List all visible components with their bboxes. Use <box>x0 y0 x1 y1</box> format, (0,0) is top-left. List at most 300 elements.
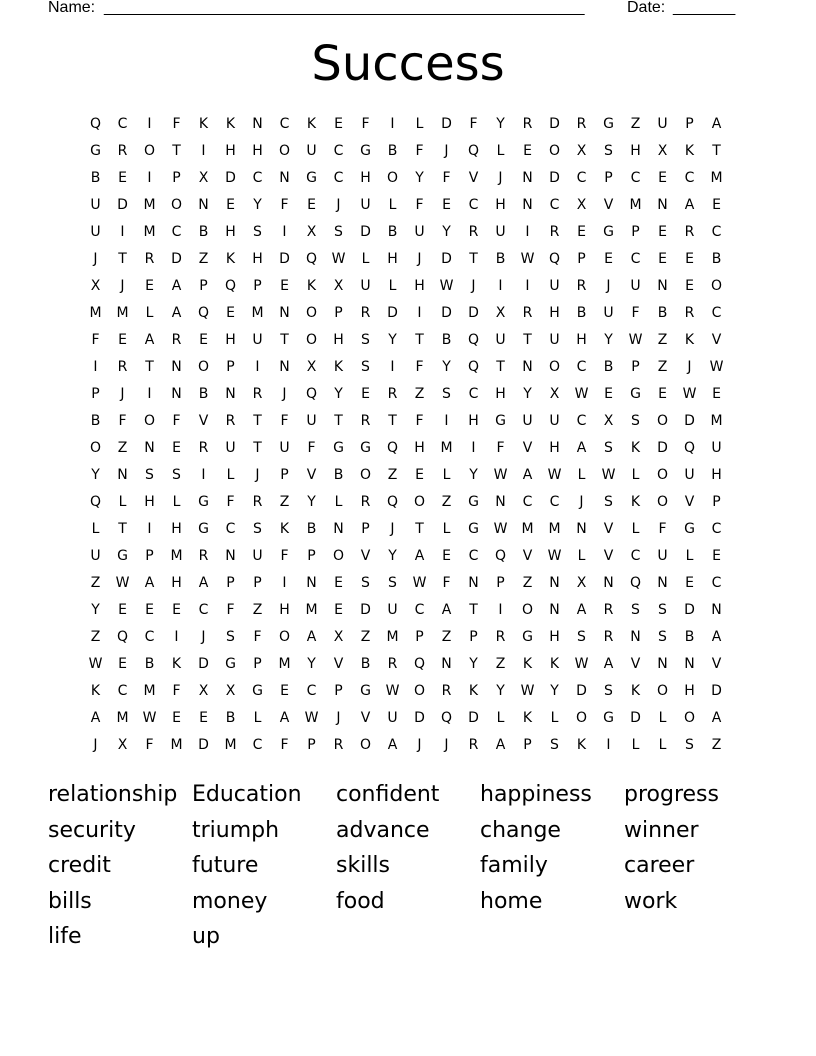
grid-letter: U <box>630 278 641 294</box>
grid-letter: G <box>198 494 209 510</box>
grid-letter: L <box>658 710 667 726</box>
grid-letter: W <box>88 656 103 672</box>
grid-letter: Z <box>252 602 263 618</box>
grid-letter: A <box>90 710 101 726</box>
grid-letter: F <box>631 305 640 321</box>
grid-letter: J <box>336 710 341 726</box>
grid-letter: U <box>387 710 398 726</box>
grid-letter: K <box>90 683 101 699</box>
grid-letter: H <box>711 467 722 483</box>
grid-letter: Q <box>89 116 102 132</box>
word-list-item: home <box>480 888 543 914</box>
grid-letter: M <box>386 629 399 645</box>
grid-letter: T <box>469 251 478 267</box>
grid-letter: R <box>333 737 344 753</box>
grid-letter: J <box>201 629 206 645</box>
grid-letter: F <box>226 494 235 510</box>
grid-letter: Y <box>550 683 559 699</box>
grid-letter: T <box>253 440 262 456</box>
grid-row <box>82 705 734 732</box>
grid-letter: B <box>387 143 398 159</box>
grid-letter: W <box>547 467 562 483</box>
grid-letter: R <box>360 413 371 429</box>
grid-letter: E <box>172 710 181 726</box>
grid-letter: G <box>468 494 479 510</box>
grid-letter: W <box>574 656 589 672</box>
grid-letter: M <box>251 305 264 321</box>
grid-letter: B <box>387 224 398 240</box>
grid-letter: N <box>549 575 560 591</box>
grid-letter: T <box>118 251 127 267</box>
grid-letter: H <box>387 251 398 267</box>
grid-letter: H <box>414 278 425 294</box>
grid-letter: I <box>255 359 260 375</box>
grid-letter: I <box>147 521 152 537</box>
grid-letter: B <box>495 251 506 267</box>
grid-letter: Z <box>279 494 290 510</box>
grid-letter: K <box>684 332 695 348</box>
grid-letter: S <box>442 386 451 402</box>
grid-letter: R <box>387 656 398 672</box>
grid-letter: Y <box>334 386 343 402</box>
grid-letter: R <box>522 116 533 132</box>
grid-letter: F <box>658 521 667 537</box>
word-list-item: career <box>624 853 695 878</box>
grid-row <box>82 408 734 435</box>
grid-letter: N <box>522 359 533 375</box>
grid-row <box>82 354 734 381</box>
grid-row <box>82 462 734 489</box>
grid-letter: Q <box>467 332 480 348</box>
grid-letter: D <box>576 683 587 699</box>
grid-letter: H <box>171 575 182 591</box>
grid-letter: C <box>711 521 722 537</box>
grid-letter: V <box>603 521 614 537</box>
grid-letter: G <box>90 143 101 159</box>
grid-letter: Y <box>307 494 316 510</box>
grid-letter: L <box>253 710 262 726</box>
grid-letter: N <box>441 656 452 672</box>
grid-letter: V <box>306 467 317 483</box>
word-list-item: winner <box>624 817 699 843</box>
grid-letter: O <box>143 413 156 429</box>
grid-letter: C <box>576 170 587 186</box>
grid-letter: G <box>252 683 263 699</box>
grid-letter: O <box>656 494 669 510</box>
grid-letter: O <box>359 737 372 753</box>
grid-letter: E <box>442 548 451 564</box>
grid-letter: J <box>498 170 503 186</box>
grid-letter: E <box>658 386 667 402</box>
grid-letter: B <box>657 305 668 321</box>
grid-letter: Z <box>387 467 398 483</box>
grid-letter: G <box>684 521 695 537</box>
grid-letter: G <box>198 521 209 537</box>
grid-letter: G <box>603 710 614 726</box>
grid-letter: Z <box>522 575 533 591</box>
grid-letter: F <box>307 440 316 456</box>
grid-letter: I <box>498 278 503 294</box>
grid-letter: M <box>521 521 534 537</box>
grid-letter: H <box>171 521 182 537</box>
grid-letter: E <box>415 467 424 483</box>
grid-row <box>82 381 734 408</box>
grid-letter: B <box>441 332 452 348</box>
grid-letter: E <box>226 305 235 321</box>
grid-letter: C <box>684 170 695 186</box>
grid-letter: S <box>604 440 613 456</box>
grid-letter: E <box>226 197 235 213</box>
grid-letter: U <box>90 224 101 240</box>
grid-letter: I <box>282 224 287 240</box>
word-list-item: work <box>624 888 678 914</box>
grid-row <box>82 570 734 597</box>
word-list-item: confident <box>336 782 440 807</box>
grid-letter: O <box>413 494 426 510</box>
grid-letter: N <box>171 359 182 375</box>
grid-letter: I <box>390 116 395 132</box>
grid-letter: W <box>115 575 130 591</box>
grid-letter: O <box>521 602 534 618</box>
grid-letter: W <box>628 332 643 348</box>
grid-letter: S <box>550 737 559 753</box>
grid-letter: E <box>658 251 667 267</box>
grid-letter: O <box>332 548 345 564</box>
grid-letter: N <box>657 575 668 591</box>
word-list-item: happiness <box>480 782 592 807</box>
grid-letter: P <box>280 467 289 483</box>
grid-letter: O <box>278 629 291 645</box>
grid-letter: A <box>495 737 506 753</box>
grid-letter: A <box>576 440 587 456</box>
grid-letter: I <box>120 224 125 240</box>
grid-letter: R <box>576 278 587 294</box>
grid-letter: R <box>468 224 479 240</box>
grid-letter: W <box>520 683 535 699</box>
grid-letter: B <box>225 710 236 726</box>
grid-letter: J <box>282 386 287 402</box>
grid-letter: P <box>307 737 316 753</box>
grid-letter: U <box>495 224 506 240</box>
grid-letter: S <box>253 521 262 537</box>
grid-letter: L <box>91 521 100 537</box>
grid-letter: N <box>576 521 587 537</box>
grid-letter: Y <box>91 467 100 483</box>
grid-letter: W <box>304 710 319 726</box>
grid-row <box>82 273 734 300</box>
grid-letter: N <box>279 359 290 375</box>
grid-letter: G <box>360 143 371 159</box>
grid-letter: C <box>279 116 290 132</box>
grid-letter: F <box>442 170 451 186</box>
grid-letter: U <box>549 332 560 348</box>
grid-letter: L <box>631 737 640 753</box>
grid-letter: S <box>604 683 613 699</box>
grid-letter: K <box>279 521 290 537</box>
grid-letter: H <box>225 143 236 159</box>
grid-letter: F <box>145 737 154 753</box>
grid-letter: A <box>387 737 398 753</box>
grid-letter: M <box>143 683 156 699</box>
grid-letter: M <box>170 548 183 564</box>
grid-letter: H <box>549 305 560 321</box>
grid-letter: P <box>712 494 721 510</box>
grid-letter: C <box>468 386 479 402</box>
word-list-item: Education <box>192 782 302 807</box>
grid-letter: R <box>549 224 560 240</box>
grid-letter: Z <box>711 737 722 753</box>
grid-letter: Z <box>657 359 668 375</box>
grid-row <box>82 165 734 192</box>
grid-letter: J <box>471 278 476 294</box>
grid-letter: R <box>387 386 398 402</box>
grid-letter: E <box>334 602 343 618</box>
grid-letter: Q <box>629 575 642 591</box>
grid-letter: B <box>198 224 209 240</box>
grid-letter: R <box>495 629 506 645</box>
grid-letter: F <box>415 413 424 429</box>
grid-letter: Z <box>360 629 371 645</box>
grid-letter: Q <box>89 494 102 510</box>
grid-letter: A <box>198 575 209 591</box>
grid-letter: R <box>360 305 371 321</box>
grid-letter: C <box>144 629 155 645</box>
grid-letter: C <box>198 602 209 618</box>
grid-letter: O <box>548 359 561 375</box>
grid-letter: V <box>360 548 371 564</box>
grid-letter: S <box>172 467 181 483</box>
grid-letter: A <box>711 710 722 726</box>
grid-letter: U <box>657 548 668 564</box>
grid-letter: L <box>118 494 127 510</box>
grid-letter: E <box>199 332 208 348</box>
grid-letter: J <box>93 737 98 753</box>
grid-letter: M <box>440 440 453 456</box>
date-label: Date: <box>627 0 666 16</box>
grid-row <box>82 651 734 678</box>
grid-letter: F <box>496 440 505 456</box>
grid-letter: K <box>522 710 533 726</box>
grid-letter: V <box>198 413 209 429</box>
grid-letter: N <box>225 548 236 564</box>
grid-letter: A <box>279 710 290 726</box>
grid-letter: T <box>523 332 532 348</box>
grid-letter: O <box>89 440 102 456</box>
grid-letter: F <box>415 197 424 213</box>
grid-letter: C <box>117 116 128 132</box>
grid-letter: Q <box>467 143 480 159</box>
grid-letter: T <box>172 143 181 159</box>
grid-letter: L <box>415 116 424 132</box>
grid-letter: W <box>574 386 589 402</box>
grid-letter: X <box>657 143 668 159</box>
grid-letter: F <box>280 197 289 213</box>
grid-letter: T <box>415 521 424 537</box>
grid-letter: I <box>390 359 395 375</box>
grid-row <box>82 435 734 462</box>
grid-letter: D <box>549 116 560 132</box>
grid-letter: U <box>495 332 506 348</box>
grid-letter: U <box>522 413 533 429</box>
grid-letter: C <box>549 494 560 510</box>
grid-letter: R <box>522 305 533 321</box>
grid-letter: V <box>630 656 641 672</box>
word-list-item: security <box>48 817 136 843</box>
grid-letter: W <box>331 251 346 267</box>
grid-letter: L <box>172 494 181 510</box>
grid-letter: S <box>631 602 640 618</box>
grid-letter: C <box>468 197 479 213</box>
grid-letter: C <box>630 170 641 186</box>
grid-letter: N <box>522 170 533 186</box>
grid-letter: E <box>172 440 181 456</box>
grid-letter: U <box>306 143 317 159</box>
grid-letter: N <box>657 197 668 213</box>
grid-letter: F <box>415 359 424 375</box>
grid-letter: R <box>468 737 479 753</box>
grid-row <box>82 597 734 624</box>
grid-letter: S <box>388 575 397 591</box>
grid-letter: X <box>333 278 344 294</box>
grid-letter: K <box>225 251 236 267</box>
grid-row <box>82 732 734 759</box>
grid-letter: V <box>711 656 722 672</box>
grid-letter: C <box>117 683 128 699</box>
word-list-item: advance <box>336 817 430 843</box>
grid-letter: P <box>604 170 613 186</box>
grid-letter: O <box>143 143 156 159</box>
grid-letter: Q <box>224 278 237 294</box>
grid-letter: U <box>657 116 668 132</box>
grid-letter: V <box>684 494 695 510</box>
grid-letter: U <box>684 467 695 483</box>
grid-letter: L <box>388 278 397 294</box>
grid-letter: G <box>360 683 371 699</box>
grid-letter: I <box>498 602 503 618</box>
grid-letter: T <box>118 521 127 537</box>
grid-row <box>82 624 734 651</box>
grid-letter: H <box>576 332 587 348</box>
grid-letter: Q <box>197 305 210 321</box>
grid-letter: J <box>336 197 341 213</box>
grid-letter: K <box>198 116 209 132</box>
grid-letter: B <box>360 656 371 672</box>
grid-letter: D <box>630 710 641 726</box>
header <box>48 0 748 18</box>
grid-letter: U <box>90 197 101 213</box>
grid-letter: W <box>709 359 724 375</box>
grid-letter: C <box>333 170 344 186</box>
grid-letter: E <box>172 602 181 618</box>
grid-letter: M <box>143 197 156 213</box>
grid-letter: G <box>306 170 317 186</box>
grid-letter: P <box>145 548 154 564</box>
grid-letter: S <box>685 737 694 753</box>
grid-letter: P <box>334 683 343 699</box>
grid-letter: S <box>658 602 667 618</box>
grid-letter: C <box>711 305 722 321</box>
grid-letter: U <box>279 440 290 456</box>
grid-letter: M <box>170 737 183 753</box>
grid-letter: E <box>118 602 127 618</box>
grid-row <box>82 219 734 246</box>
grid-letter: Y <box>388 548 397 564</box>
grid-letter: H <box>279 602 290 618</box>
page-title: Success <box>311 36 505 92</box>
grid-letter: A <box>711 629 722 645</box>
grid-letter: E <box>712 386 721 402</box>
word-list-item: money <box>192 888 268 914</box>
grid-letter: R <box>198 440 209 456</box>
grid-letter: S <box>334 224 343 240</box>
word-list-item: food <box>336 888 385 914</box>
grid-letter: J <box>390 521 395 537</box>
grid-letter: L <box>388 197 397 213</box>
grid-letter: L <box>550 710 559 726</box>
grid-letter: K <box>684 143 695 159</box>
grid-letter: U <box>549 278 560 294</box>
grid-letter: Q <box>440 710 453 726</box>
grid-letter: S <box>361 359 370 375</box>
grid-letter: C <box>576 359 587 375</box>
grid-letter: D <box>441 251 452 267</box>
grid-letter: K <box>333 359 344 375</box>
grid-letter: L <box>577 548 586 564</box>
grid-letter: R <box>117 359 128 375</box>
grid-letter: E <box>685 278 694 294</box>
grid-letter: W <box>412 575 427 591</box>
grid-letter: I <box>174 629 179 645</box>
grid-letter: H <box>684 683 695 699</box>
grid-letter: Y <box>604 332 613 348</box>
grid-letter: C <box>252 737 263 753</box>
grid-letter: P <box>253 575 262 591</box>
grid-letter: W <box>547 548 562 564</box>
grid-letter: B <box>198 386 209 402</box>
grid-letter: K <box>306 278 317 294</box>
grid-letter: D <box>711 683 722 699</box>
grid-letter: I <box>201 143 206 159</box>
grid-letter: H <box>414 440 425 456</box>
grid-letter: L <box>442 521 451 537</box>
grid-letter: Q <box>683 440 696 456</box>
grid-letter: X <box>117 737 128 753</box>
grid-letter: D <box>468 305 479 321</box>
grid-letter: H <box>360 170 371 186</box>
grid-letter: A <box>522 467 533 483</box>
grid-letter: E <box>280 278 289 294</box>
grid-letter: O <box>575 710 588 726</box>
grid-letter: N <box>306 575 317 591</box>
grid-letter: K <box>522 656 533 672</box>
grid-row <box>82 246 734 273</box>
grid-letter: T <box>253 413 262 429</box>
grid-letter: D <box>360 224 371 240</box>
grid-letter: R <box>117 143 128 159</box>
grid-letter: E <box>334 116 343 132</box>
grid-letter: Z <box>414 386 425 402</box>
grid-letter: L <box>496 710 505 726</box>
grid-letter: E <box>577 224 586 240</box>
grid-letter: T <box>415 332 424 348</box>
grid-letter: H <box>549 440 560 456</box>
grid-letter: U <box>387 602 398 618</box>
grid-letter: W <box>493 521 508 537</box>
grid-letter: U <box>549 413 560 429</box>
grid-letter: D <box>171 251 182 267</box>
grid-letter: D <box>549 170 560 186</box>
grid-row <box>82 111 734 138</box>
